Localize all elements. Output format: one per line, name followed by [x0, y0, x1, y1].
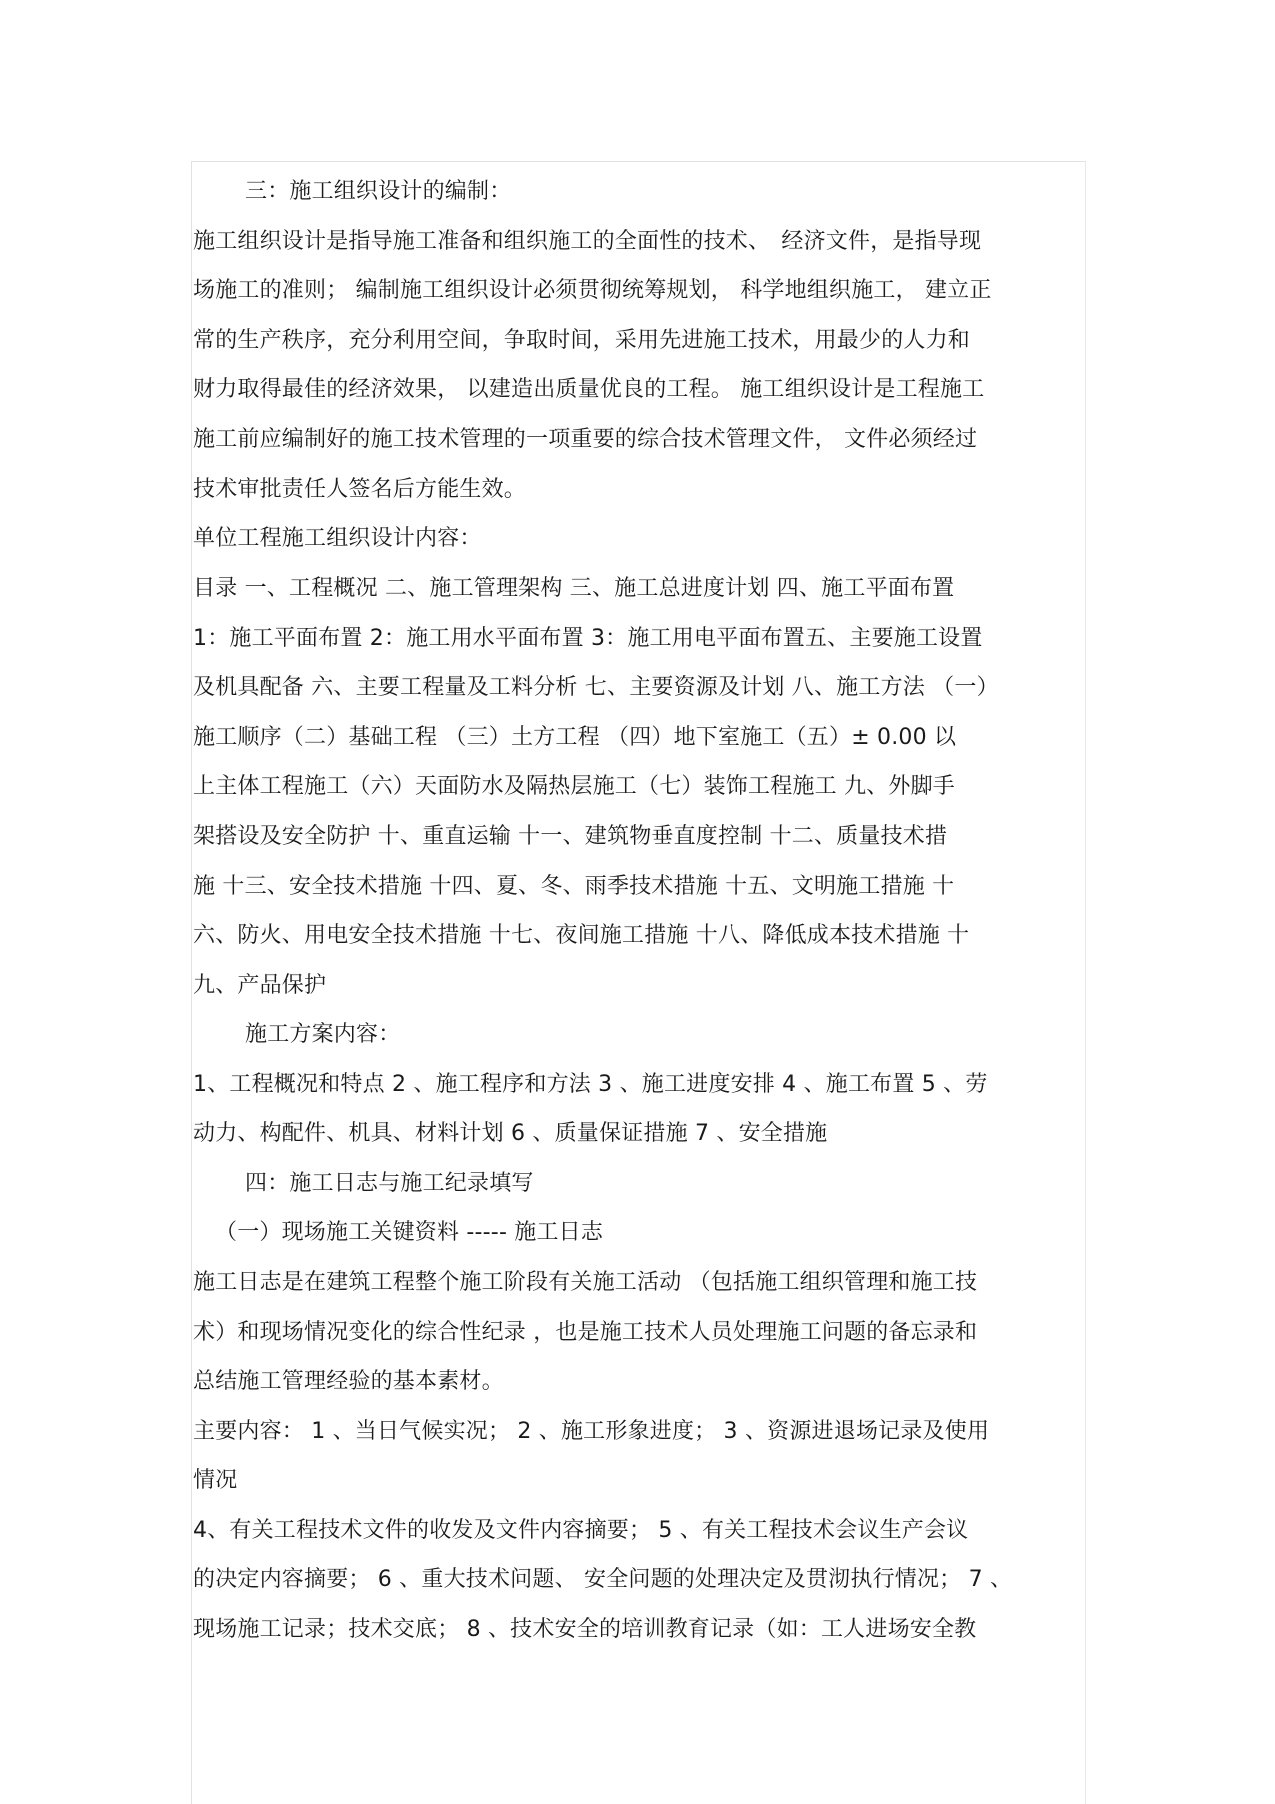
text-line: 主要内容： 1 、当日气候实况； 2 、施工形象进度； 3 、资源进退场记录及使用	[193, 1419, 990, 1444]
text-line: 术）和现场情况变化的综合性纪录 ，也是施工技术人员处理施工问题的备忘录和	[193, 1320, 978, 1345]
text-line: 总结施工管理经验的基本素材。	[193, 1369, 504, 1394]
text-line: 施工组织设计是指导施工准备和组织施工的全面性的技术、 经济文件，是指导现	[193, 229, 982, 254]
text-line: 1、工程概况和特点 2 、施工程序和方法 3 、施工进度安排 4 、施工布置 5 、劳	[193, 1072, 988, 1097]
text-line: 的决定内容摘要； 6 、重大技术问题、 安全问题的处理决定及贯沏执行情况； 7 、	[193, 1567, 1013, 1592]
toc-line: 六、防火、用电安全技术措施 十七、夜间施工措施 十八、降低成本技术措施 十	[193, 923, 970, 948]
toc-line: 九、产品保护	[193, 973, 327, 998]
text-line: 现场施工记录；技术交底； 8 、技术安全的培训教育记录（如：工人进场安全教	[193, 1617, 977, 1642]
section-three-heading: 三：施工组织设计的编制：	[245, 179, 512, 204]
subheading-unit-contents: 单位工程施工组织设计内容：	[193, 526, 482, 551]
toc-line: 架搭设及安全防护 十、重直运输 十一、建筑物垂直度控制 十二、质量技术措	[193, 824, 948, 849]
toc-line: 施 十三、安全技术措施 十四、夏、冬、雨季技术措施 十五、文明施工措施 十	[193, 874, 955, 899]
text-line: 施工前应编制好的施工技术管理的一项重要的综合技术管理文件， 文件必须经过	[193, 427, 978, 452]
text-line: 场施工的准则； 编制施工组织设计必须贯彻统筹规划， 科学地组织施工， 建立正	[193, 278, 992, 303]
toc-line: 施工顺序（二）基础工程 （三）土方工程 （四）地下室施工（五）± 0.00 以	[193, 725, 957, 750]
toc-line: 目录 一、工程概况 二、施工管理架构 三、施工总进度计划 四、施工平面布置	[193, 576, 955, 601]
toc-line: 上主体工程施工（六）天面防水及隔热层施工（七）装饰工程施工 九、外脚手	[193, 774, 955, 799]
subheading-site-records: （一）现场施工关键资料 ----- 施工日志	[215, 1220, 604, 1245]
toc-line: 1：施工平面布置 2：施工用水平面布置 3：施工用电平面布置五、主要施工设置	[193, 626, 983, 651]
text-line: 施工日志是在建筑工程整个施工阶段有关施工活动 （包括施工组织管理和施工技	[193, 1270, 978, 1295]
text-line: 常的生产秩序，充分利用空间，争取时间，采用先进施工技术，用最少的人力和	[193, 328, 971, 353]
text-line: 动力、构配件、机具、材料计划 6 、质量保证措施 7 、安全措施	[193, 1121, 828, 1146]
text-line: 4、有关工程技术文件的收发及文件内容摘要； 5 、有关工程技术会议生产会议	[193, 1518, 969, 1543]
section-four-heading: 四：施工日志与施工纪录填写	[245, 1171, 534, 1196]
text-line: 财力取得最佳的经济效果， 以建造出质量优良的工程。 施工组织设计是工程施工	[193, 377, 985, 402]
toc-line: 及机具配备 六、主要工程量及工料分析 七、主要资源及计划 八、施工方法 （一）	[193, 675, 999, 700]
subheading-plan-contents: 施工方案内容：	[245, 1022, 401, 1047]
text-line: 情况	[193, 1468, 238, 1493]
text-line: 技术审批责任人签名后方能生效。	[193, 477, 527, 502]
